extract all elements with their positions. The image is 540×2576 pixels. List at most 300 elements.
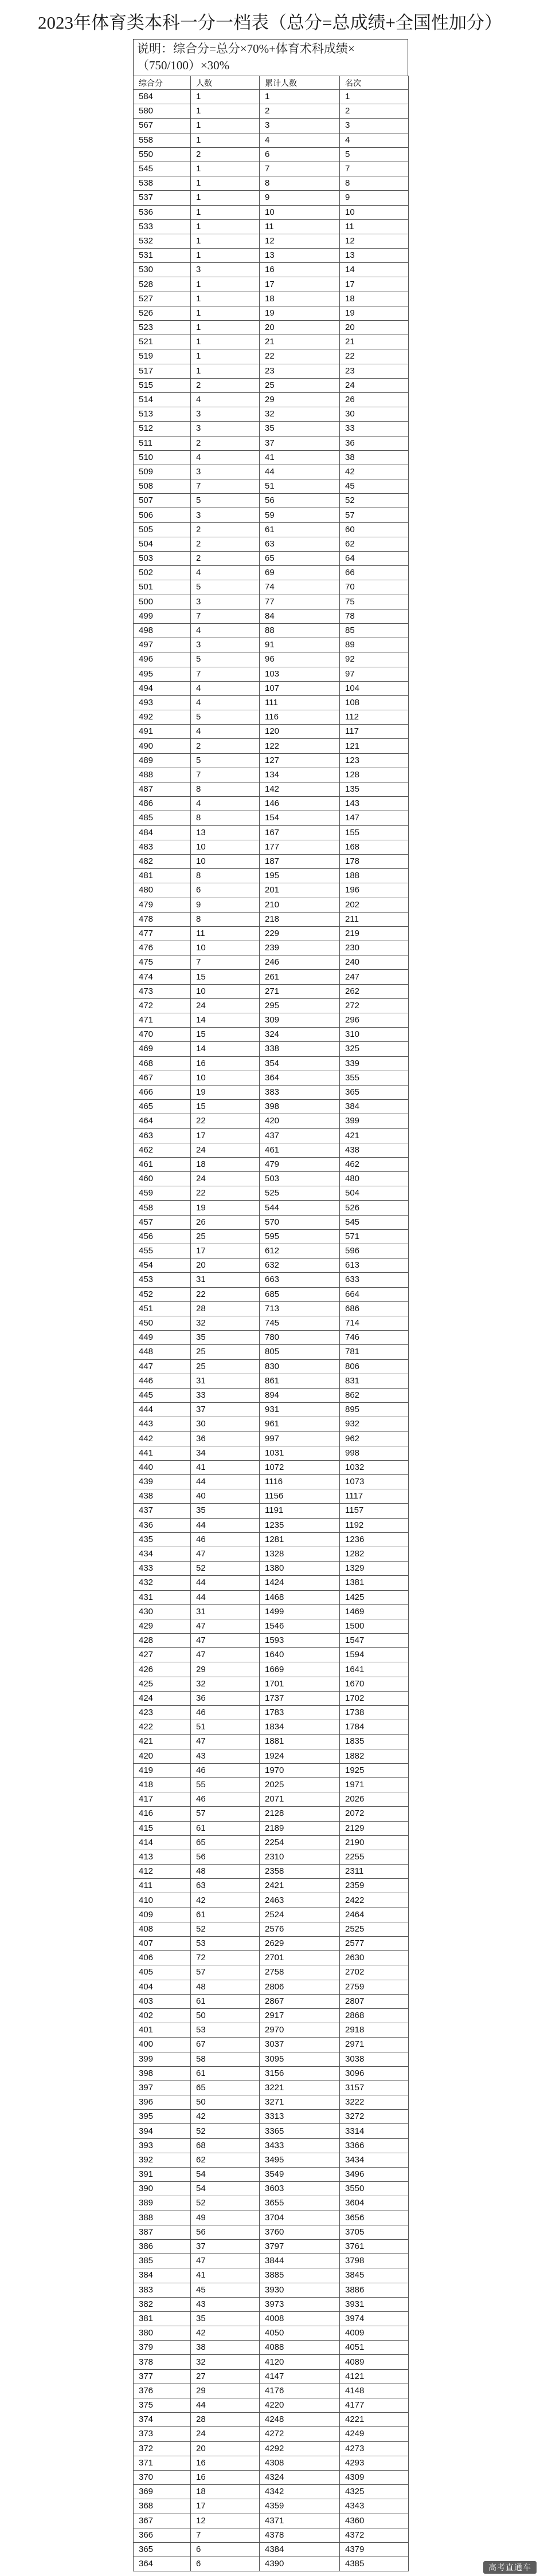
table-row xyxy=(134,1085,409,1099)
score-cell: 497 xyxy=(134,638,191,652)
cumulative-count-cell: 2524 xyxy=(260,1908,340,1922)
score-cell: 433 xyxy=(134,1562,191,1576)
score-cell: 475 xyxy=(134,955,191,970)
count-cell: 55 xyxy=(191,1777,260,1792)
score-cell: 531 xyxy=(134,249,191,263)
count-cell: 52 xyxy=(191,1922,260,1936)
cumulative-count-cell: 894 xyxy=(260,1388,340,1402)
cumulative-count-cell: 4371 xyxy=(260,2514,340,2528)
count-cell: 5 xyxy=(191,580,260,595)
count-cell: 1 xyxy=(191,335,260,349)
cumulative-count-cell: 3704 xyxy=(260,2211,340,2225)
cumulative-count-cell: 7 xyxy=(260,162,340,176)
cumulative-count-cell: 107 xyxy=(260,681,340,695)
score-cell: 509 xyxy=(134,465,191,479)
cumulative-count-cell: 13 xyxy=(260,249,340,263)
rank-cell: 1329 xyxy=(340,1562,409,1576)
rank-cell: 3845 xyxy=(340,2268,409,2283)
table-row xyxy=(134,898,409,912)
score-cell: 519 xyxy=(134,349,191,364)
rank-cell: 4343 xyxy=(340,2499,409,2514)
rank-cell: 4148 xyxy=(340,2384,409,2398)
score-cell: 421 xyxy=(134,1735,191,1749)
score-cell: 435 xyxy=(134,1532,191,1547)
count-cell: 1 xyxy=(191,119,260,133)
cumulative-count-cell: 1737 xyxy=(260,1691,340,1705)
count-cell: 43 xyxy=(191,1749,260,1763)
cumulative-count-cell: 96 xyxy=(260,652,340,667)
cumulative-count-cell: 4088 xyxy=(260,2341,340,2355)
cumulative-count-cell: 22 xyxy=(260,349,340,364)
cumulative-count-cell: 18 xyxy=(260,292,340,306)
cumulative-count-cell: 25 xyxy=(260,378,340,392)
rank-cell: 862 xyxy=(340,1388,409,1402)
cumulative-count-cell: 2701 xyxy=(260,1951,340,1965)
count-cell: 22 xyxy=(191,1114,260,1128)
cumulative-count-cell: 1328 xyxy=(260,1547,340,1561)
cumulative-count-cell: 4 xyxy=(260,133,340,147)
score-cell: 486 xyxy=(134,797,191,811)
cumulative-count-cell: 3603 xyxy=(260,2182,340,2196)
table-row xyxy=(134,104,409,119)
rank-cell: 310 xyxy=(340,1028,409,1042)
score-cell: 482 xyxy=(134,854,191,868)
count-cell: 47 xyxy=(191,1648,260,1662)
score-cell: 454 xyxy=(134,1258,191,1273)
rank-cell: 3798 xyxy=(340,2254,409,2268)
table-row xyxy=(134,234,409,248)
rank-cell: 384 xyxy=(340,1100,409,1114)
table-row xyxy=(134,1922,409,1936)
table-row xyxy=(134,1042,409,1056)
rank-cell: 4249 xyxy=(340,2427,409,2441)
cumulative-count-cell: 437 xyxy=(260,1128,340,1143)
count-cell: 16 xyxy=(191,2470,260,2484)
count-cell: 40 xyxy=(191,1489,260,1504)
rank-cell: 247 xyxy=(340,970,409,984)
table-row xyxy=(134,753,409,768)
table-row xyxy=(134,2066,409,2081)
cumulative-count-cell: 2917 xyxy=(260,2008,340,2023)
rank-cell: 2807 xyxy=(340,1994,409,2008)
count-cell: 51 xyxy=(191,1720,260,1735)
cumulative-count-cell: 84 xyxy=(260,609,340,623)
table-row xyxy=(134,1850,409,1864)
score-cell: 580 xyxy=(134,104,191,119)
count-cell: 61 xyxy=(191,1908,260,1922)
score-cell: 427 xyxy=(134,1648,191,1662)
table-row xyxy=(134,2311,409,2326)
cumulative-count-cell: 3313 xyxy=(260,2110,340,2124)
table-row xyxy=(134,2369,409,2384)
rank-cell: 365 xyxy=(340,1085,409,1099)
cumulative-count-cell: 1235 xyxy=(260,1518,340,1532)
score-cell: 415 xyxy=(134,1821,191,1835)
score-cell: 488 xyxy=(134,768,191,782)
rank-cell: 1469 xyxy=(340,1604,409,1619)
score-cell: 469 xyxy=(134,1042,191,1056)
count-cell: 7 xyxy=(191,2528,260,2542)
score-cell: 510 xyxy=(134,450,191,465)
rank-cell: 117 xyxy=(340,725,409,739)
rank-cell: 42 xyxy=(340,465,409,479)
cumulative-count-cell: 4292 xyxy=(260,2441,340,2456)
score-cell: 472 xyxy=(134,998,191,1013)
table-row xyxy=(134,2355,409,2369)
table-row xyxy=(134,1879,409,1893)
score-cell: 368 xyxy=(134,2499,191,2514)
cumulative-count-cell: 1156 xyxy=(260,1489,340,1504)
count-cell: 7 xyxy=(191,768,260,782)
rank-cell: 1784 xyxy=(340,1720,409,1735)
score-cell: 434 xyxy=(134,1547,191,1561)
count-cell: 2 xyxy=(191,739,260,753)
count-cell: 17 xyxy=(191,1128,260,1143)
rank-cell: 155 xyxy=(340,825,409,840)
count-cell: 44 xyxy=(191,1475,260,1489)
score-cell: 441 xyxy=(134,1446,191,1460)
count-cell: 7 xyxy=(191,609,260,623)
score-cell: 485 xyxy=(134,811,191,825)
score-cell: 447 xyxy=(134,1359,191,1374)
column-header-count: 人数 xyxy=(191,76,260,90)
rank-cell: 3886 xyxy=(340,2283,409,2297)
score-cell: 374 xyxy=(134,2413,191,2427)
table-row xyxy=(134,2110,409,2124)
table-row xyxy=(134,1821,409,1835)
count-cell: 41 xyxy=(191,1460,260,1474)
rank-cell: 3096 xyxy=(340,2066,409,2081)
cumulative-count-cell: 4120 xyxy=(260,2355,340,2369)
cumulative-count-cell: 461 xyxy=(260,1143,340,1157)
count-cell: 61 xyxy=(191,1994,260,2008)
rank-cell: 20 xyxy=(340,321,409,335)
cumulative-count-cell: 3973 xyxy=(260,2297,340,2311)
table-row xyxy=(134,2326,409,2341)
cumulative-count-cell: 570 xyxy=(260,1215,340,1229)
score-cell: 450 xyxy=(134,1316,191,1330)
rank-cell: 33 xyxy=(340,422,409,436)
cumulative-count-cell: 218 xyxy=(260,912,340,926)
table-row xyxy=(134,580,409,595)
score-cell: 367 xyxy=(134,2514,191,2528)
rank-cell: 462 xyxy=(340,1157,409,1171)
count-cell: 1 xyxy=(191,249,260,263)
count-cell: 50 xyxy=(191,2008,260,2023)
score-cell: 422 xyxy=(134,1720,191,1735)
table-row xyxy=(134,2441,409,2456)
score-cell: 452 xyxy=(134,1287,191,1301)
table-row xyxy=(134,912,409,926)
cumulative-count-cell: 4378 xyxy=(260,2528,340,2542)
cumulative-count-cell: 295 xyxy=(260,998,340,1013)
rank-cell: 2702 xyxy=(340,1965,409,1980)
cumulative-count-cell: 632 xyxy=(260,1258,340,1273)
score-cell: 409 xyxy=(134,1908,191,1922)
count-cell: 31 xyxy=(191,1273,260,1287)
score-cell: 567 xyxy=(134,119,191,133)
count-cell: 47 xyxy=(191,1634,260,1648)
rank-cell: 12 xyxy=(340,234,409,248)
cumulative-count-cell: 4324 xyxy=(260,2470,340,2484)
table-row xyxy=(134,2398,409,2413)
cumulative-count-cell: 4308 xyxy=(260,2456,340,2470)
count-cell: 4 xyxy=(191,623,260,638)
table-row xyxy=(134,2470,409,2484)
cumulative-count-cell: 612 xyxy=(260,1244,340,1258)
rank-cell: 14 xyxy=(340,263,409,277)
score-cell: 500 xyxy=(134,595,191,609)
cumulative-count-cell: 2806 xyxy=(260,1980,340,1994)
score-cell: 371 xyxy=(134,2456,191,2470)
column-header-score: 综合分 xyxy=(134,76,191,90)
table-row xyxy=(134,2095,409,2110)
score-cell: 460 xyxy=(134,1172,191,1186)
score-cell: 396 xyxy=(134,2095,191,2110)
count-cell: 10 xyxy=(191,854,260,868)
score-cell: 503 xyxy=(134,552,191,566)
count-cell: 20 xyxy=(191,2441,260,2456)
count-cell: 35 xyxy=(191,1331,260,1345)
score-cell: 365 xyxy=(134,2542,191,2557)
score-cell: 394 xyxy=(134,2124,191,2138)
rank-cell: 188 xyxy=(340,869,409,883)
cumulative-count-cell: 1546 xyxy=(260,1619,340,1633)
count-cell: 8 xyxy=(191,782,260,797)
score-cell: 536 xyxy=(134,205,191,219)
score-cell: 584 xyxy=(134,90,191,104)
count-cell: 15 xyxy=(191,1028,260,1042)
table-row xyxy=(134,2542,409,2557)
cumulative-count-cell: 1640 xyxy=(260,1648,340,1662)
rank-cell: 22 xyxy=(340,349,409,364)
rank-cell: 526 xyxy=(340,1201,409,1215)
count-cell: 8 xyxy=(191,869,260,883)
count-cell: 2 xyxy=(191,378,260,392)
rank-cell: 1738 xyxy=(340,1706,409,1720)
score-cell: 517 xyxy=(134,364,191,378)
table-row xyxy=(134,1128,409,1143)
rank-cell: 714 xyxy=(340,1316,409,1330)
table-row xyxy=(134,1562,409,1576)
score-cell: 366 xyxy=(134,2528,191,2542)
rank-cell: 1073 xyxy=(340,1475,409,1489)
cumulative-count-cell: 1 xyxy=(260,90,340,104)
score-cell: 411 xyxy=(134,1879,191,1893)
rank-cell: 3 xyxy=(340,119,409,133)
count-cell: 25 xyxy=(191,1359,260,1374)
count-cell: 42 xyxy=(191,1893,260,1908)
rank-cell: 66 xyxy=(340,566,409,580)
count-cell: 57 xyxy=(191,1807,260,1821)
score-cell: 418 xyxy=(134,1777,191,1792)
rank-cell: 262 xyxy=(340,984,409,998)
table-row xyxy=(134,2124,409,2138)
cumulative-count-cell: 830 xyxy=(260,1359,340,1374)
cumulative-count-cell: 65 xyxy=(260,552,340,566)
count-cell: 27 xyxy=(191,2369,260,2384)
count-cell: 62 xyxy=(191,2153,260,2167)
table-row xyxy=(134,667,409,681)
rank-cell: 296 xyxy=(340,1013,409,1028)
table-row xyxy=(134,840,409,854)
rank-cell: 1117 xyxy=(340,1489,409,1504)
count-cell: 1 xyxy=(191,176,260,191)
cumulative-count-cell: 1881 xyxy=(260,1735,340,1749)
rank-cell: 1882 xyxy=(340,1749,409,1763)
rank-cell: 2129 xyxy=(340,1821,409,1835)
cumulative-count-cell: 111 xyxy=(260,695,340,710)
rank-cell: 11 xyxy=(340,219,409,234)
score-cell: 476 xyxy=(134,941,191,955)
cumulative-count-cell: 187 xyxy=(260,854,340,868)
cumulative-count-cell: 142 xyxy=(260,782,340,797)
cumulative-count-cell: 10 xyxy=(260,205,340,219)
cumulative-count-cell: 69 xyxy=(260,566,340,580)
score-cell: 438 xyxy=(134,1489,191,1504)
rank-cell: 355 xyxy=(340,1071,409,1085)
count-cell: 1 xyxy=(191,277,260,292)
score-cell: 473 xyxy=(134,984,191,998)
rank-cell: 104 xyxy=(340,681,409,695)
rank-cell: 2868 xyxy=(340,2008,409,2023)
count-cell: 43 xyxy=(191,2297,260,2311)
rank-cell: 38 xyxy=(340,450,409,465)
rank-cell: 3434 xyxy=(340,2153,409,2167)
count-cell: 4 xyxy=(191,797,260,811)
table-row xyxy=(134,263,409,277)
score-cell: 436 xyxy=(134,1518,191,1532)
rank-cell: 2311 xyxy=(340,1865,409,1879)
cumulative-count-cell: 544 xyxy=(260,1201,340,1215)
rank-cell: 2630 xyxy=(340,1951,409,1965)
page-title: 2023年体育类本科一分一档表（总分=总成绩+全国性加分） xyxy=(38,13,502,33)
rank-cell: 686 xyxy=(340,1301,409,1316)
table-row xyxy=(134,739,409,753)
cumulative-count-cell: 1031 xyxy=(260,1446,340,1460)
count-cell: 34 xyxy=(191,1446,260,1460)
table-row xyxy=(134,638,409,652)
cumulative-count-cell: 61 xyxy=(260,522,340,537)
cumulative-count-cell: 23 xyxy=(260,364,340,378)
count-cell: 4 xyxy=(191,566,260,580)
rank-cell: 1641 xyxy=(340,1662,409,1677)
score-cell: 495 xyxy=(134,667,191,681)
cumulative-count-cell: 1380 xyxy=(260,1562,340,1576)
rank-cell: 135 xyxy=(340,782,409,797)
cumulative-count-cell: 271 xyxy=(260,984,340,998)
table-row xyxy=(134,1273,409,1287)
table-row xyxy=(134,1994,409,2008)
table-row xyxy=(134,2514,409,2528)
count-cell: 46 xyxy=(191,1792,260,1807)
cumulative-count-cell: 261 xyxy=(260,970,340,984)
rank-cell: 633 xyxy=(340,1273,409,1287)
count-cell: 46 xyxy=(191,1706,260,1720)
table-row xyxy=(134,335,409,349)
table-row xyxy=(134,2196,409,2211)
count-cell: 58 xyxy=(191,2052,260,2066)
rank-cell: 4379 xyxy=(340,2542,409,2557)
table-row xyxy=(134,1446,409,1460)
count-cell: 54 xyxy=(191,2168,260,2182)
score-cell: 428 xyxy=(134,1634,191,1648)
cumulative-count-cell: 19 xyxy=(260,306,340,320)
score-cell: 382 xyxy=(134,2297,191,2311)
score-cell: 388 xyxy=(134,2211,191,2225)
score-cell: 444 xyxy=(134,1403,191,1417)
count-cell: 25 xyxy=(191,1345,260,1359)
table-row xyxy=(134,1532,409,1547)
count-cell: 14 xyxy=(191,1013,260,1028)
score-cell: 504 xyxy=(134,537,191,551)
rank-cell: 75 xyxy=(340,595,409,609)
count-cell: 44 xyxy=(191,1590,260,1604)
table-row xyxy=(134,1908,409,1922)
score-cell: 381 xyxy=(134,2311,191,2326)
count-cell: 42 xyxy=(191,2326,260,2341)
count-cell: 1 xyxy=(191,306,260,320)
rank-cell: 2255 xyxy=(340,1850,409,1864)
cumulative-count-cell: 1970 xyxy=(260,1763,340,1777)
rank-cell: 4325 xyxy=(340,2485,409,2499)
table-row xyxy=(134,1244,409,1258)
count-cell: 6 xyxy=(191,2542,260,2557)
count-cell: 65 xyxy=(191,1835,260,1850)
count-cell: 2 xyxy=(191,537,260,551)
count-cell: 44 xyxy=(191,1518,260,1532)
rank-cell: 571 xyxy=(340,1229,409,1244)
cumulative-count-cell: 239 xyxy=(260,941,340,955)
table-row xyxy=(134,1980,409,1994)
table-row xyxy=(134,2557,409,2571)
count-cell: 47 xyxy=(191,1547,260,1561)
rank-cell: 1971 xyxy=(340,1777,409,1792)
rank-cell: 2971 xyxy=(340,2038,409,2052)
rank-cell: 1381 xyxy=(340,1576,409,1590)
score-cell: 499 xyxy=(134,609,191,623)
rank-cell: 45 xyxy=(340,479,409,494)
score-cell: 390 xyxy=(134,2182,191,2196)
table-row xyxy=(134,321,409,335)
count-cell: 10 xyxy=(191,840,260,854)
count-cell: 5 xyxy=(191,652,260,667)
cumulative-count-cell: 32 xyxy=(260,407,340,422)
rank-cell: 24 xyxy=(340,378,409,392)
table-row xyxy=(134,1056,409,1071)
table-row xyxy=(134,450,409,465)
count-cell: 10 xyxy=(191,984,260,998)
score-distribution-table xyxy=(133,76,409,2571)
rank-cell: 9 xyxy=(340,191,409,205)
score-cell: 442 xyxy=(134,1431,191,1446)
rank-cell: 2918 xyxy=(340,2023,409,2038)
cumulative-count-cell: 2576 xyxy=(260,1922,340,1936)
count-cell: 28 xyxy=(191,1301,260,1316)
table-row xyxy=(134,176,409,191)
rank-cell: 70 xyxy=(340,580,409,595)
cumulative-count-cell: 3549 xyxy=(260,2168,340,2182)
score-cell: 417 xyxy=(134,1792,191,1807)
rank-cell: 196 xyxy=(340,883,409,898)
cumulative-count-cell: 4390 xyxy=(260,2557,340,2571)
rank-cell: 3222 xyxy=(340,2095,409,2110)
count-cell: 15 xyxy=(191,970,260,984)
rank-cell: 30 xyxy=(340,407,409,422)
cumulative-count-cell: 21 xyxy=(260,335,340,349)
rank-cell: 4121 xyxy=(340,2369,409,2384)
count-cell: 37 xyxy=(191,1403,260,1417)
